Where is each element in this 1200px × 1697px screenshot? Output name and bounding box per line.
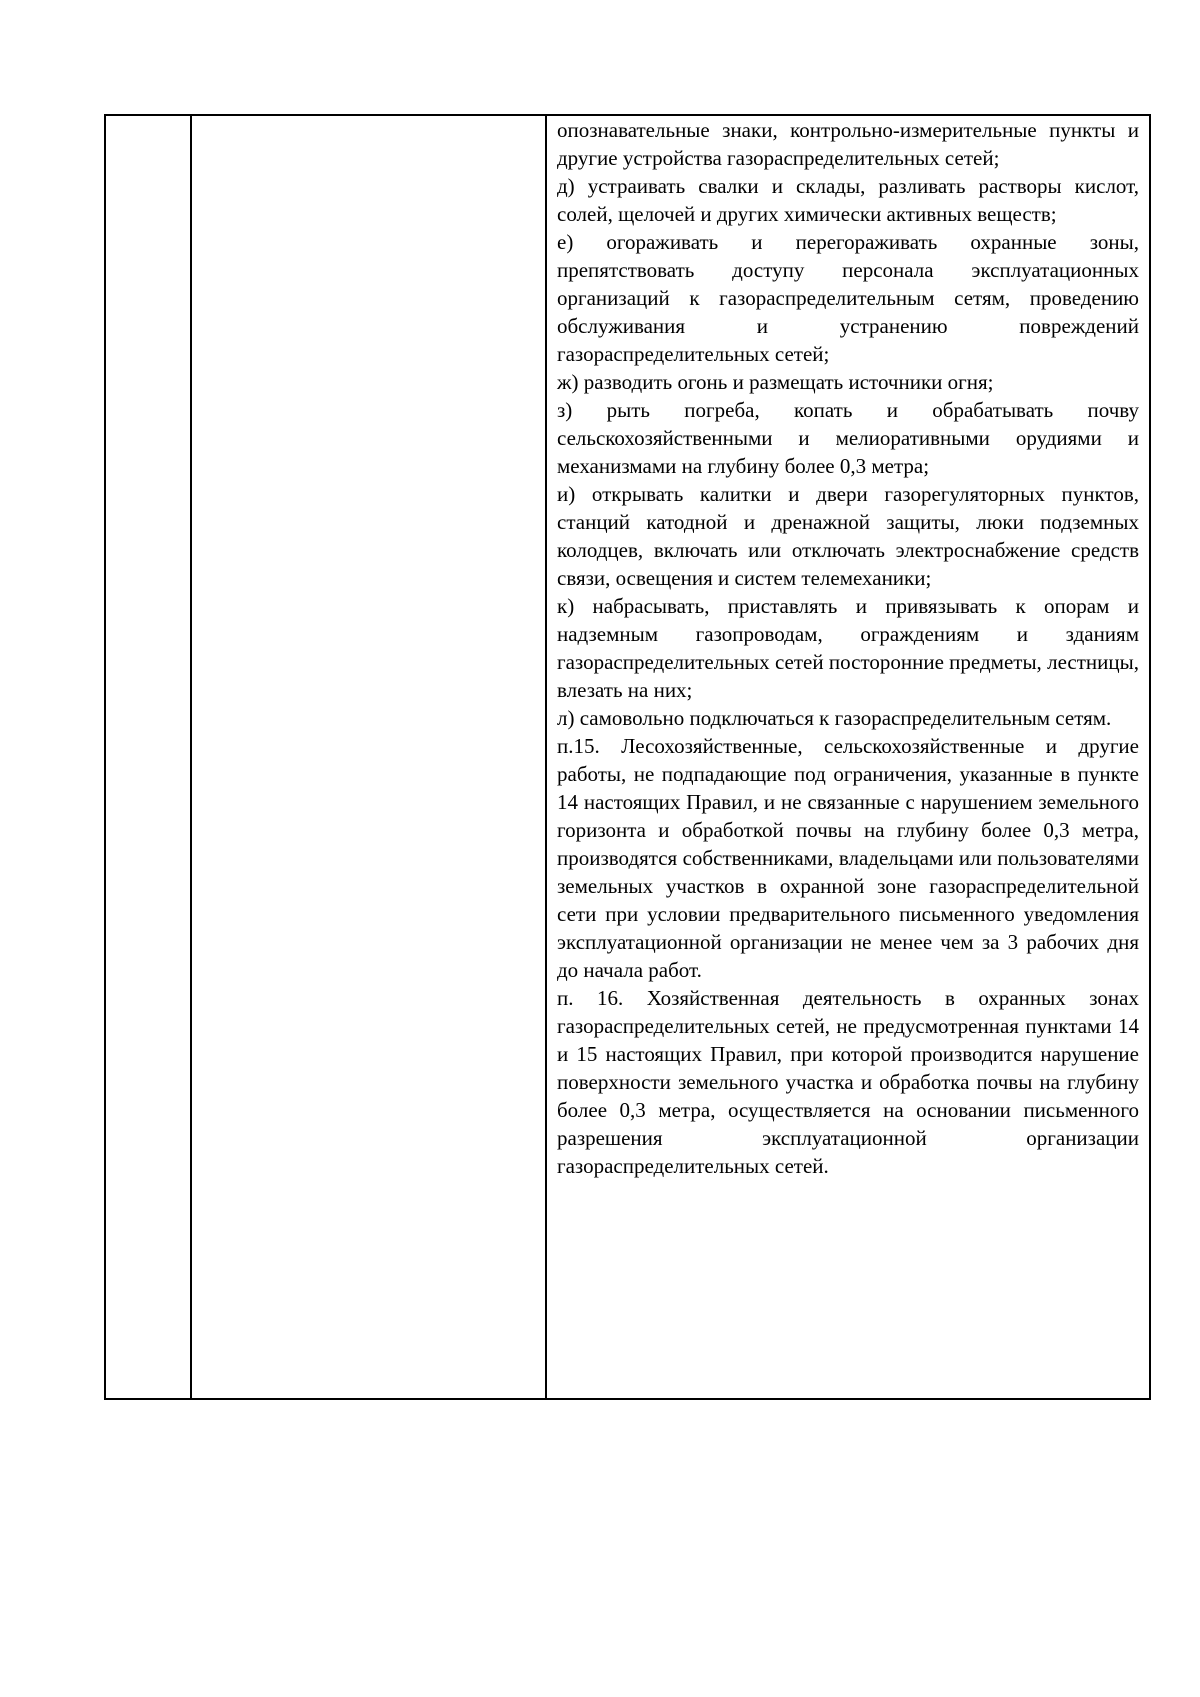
table-cell-title (192, 116, 547, 1398)
paragraph-item-zh: ж) разводить огонь и размещать источники огня; (557, 370, 994, 394)
paragraph-item-e: е) огораживать и перегораживать охранные зоны, препятствовать доступу персонала эксплуатационных организаций к газораспределительным сетям, проведению обслуживания и устранению повреждений газораспределительных сетей; (557, 230, 1139, 366)
paragraph-item-l: л) самовольно подключаться к газораспределительным сетям. (557, 706, 1112, 730)
paragraph-item-k: к) набрасывать, приставлять и привязывать к опорам и надземным газопроводам, ограждениям и зданиям газораспределительных сетей посторонние предметы, лестницы, влезать на них; (557, 594, 1139, 702)
paragraph-clause-15: п.15. Лесохозяйственные, сельскохозяйственные и другие работы, не подпадающие под ограничения, указанные в пункте 14 настоящих Правил, и не связанные с нарушением земельного горизонта и обработкой почвы на глубину более 0,3 метра, производятся собственниками, владельцами или пользователями земельных участков в охранной зоне газораспределительной сети при условии предварительного письменного уведомления эксплуатационной организации не менее чем за 3 рабочих дня до начала работ. (557, 734, 1139, 982)
paragraph-item-i: и) открывать калитки и двери газорегуляторных пунктов, станций катодной и дренажной защиты, люки подземных колодцев, включать или отключать электроснабжение средств связи, освещения и систем телемеханики; (557, 482, 1139, 590)
table-cell-content (547, 116, 1149, 1398)
document-table (104, 114, 1151, 1400)
paragraph-item-z: з) рыть погреба, копать и обрабатывать почву сельскохозяйственными и мелиоративными орудиями и механизмами на глубину более 0,3 метра; (557, 398, 1139, 478)
paragraph-item-d: д) устраивать свалки и склады, разливать растворы кислот, солей, щелочей и других химически активных веществ; (557, 174, 1139, 226)
paragraph-clause-16: п. 16. Хозяйственная деятельность в охранных зонах газораспределительных сетей, не предусмотренная пунктами 14 и 15 настоящих Правил, при которой производится нарушение поверхности земельного участка и обработка почвы на глубину более 0,3 метра, осуществляется на основании письменного разрешения эксплуатационной организации газораспределительных сетей. (557, 986, 1139, 1178)
table-cell-number (106, 116, 192, 1398)
paragraph-continuation: опознавательные знаки, контрольно-измерительные пункты и другие устройства газораспределительных сетей; (557, 118, 1139, 170)
